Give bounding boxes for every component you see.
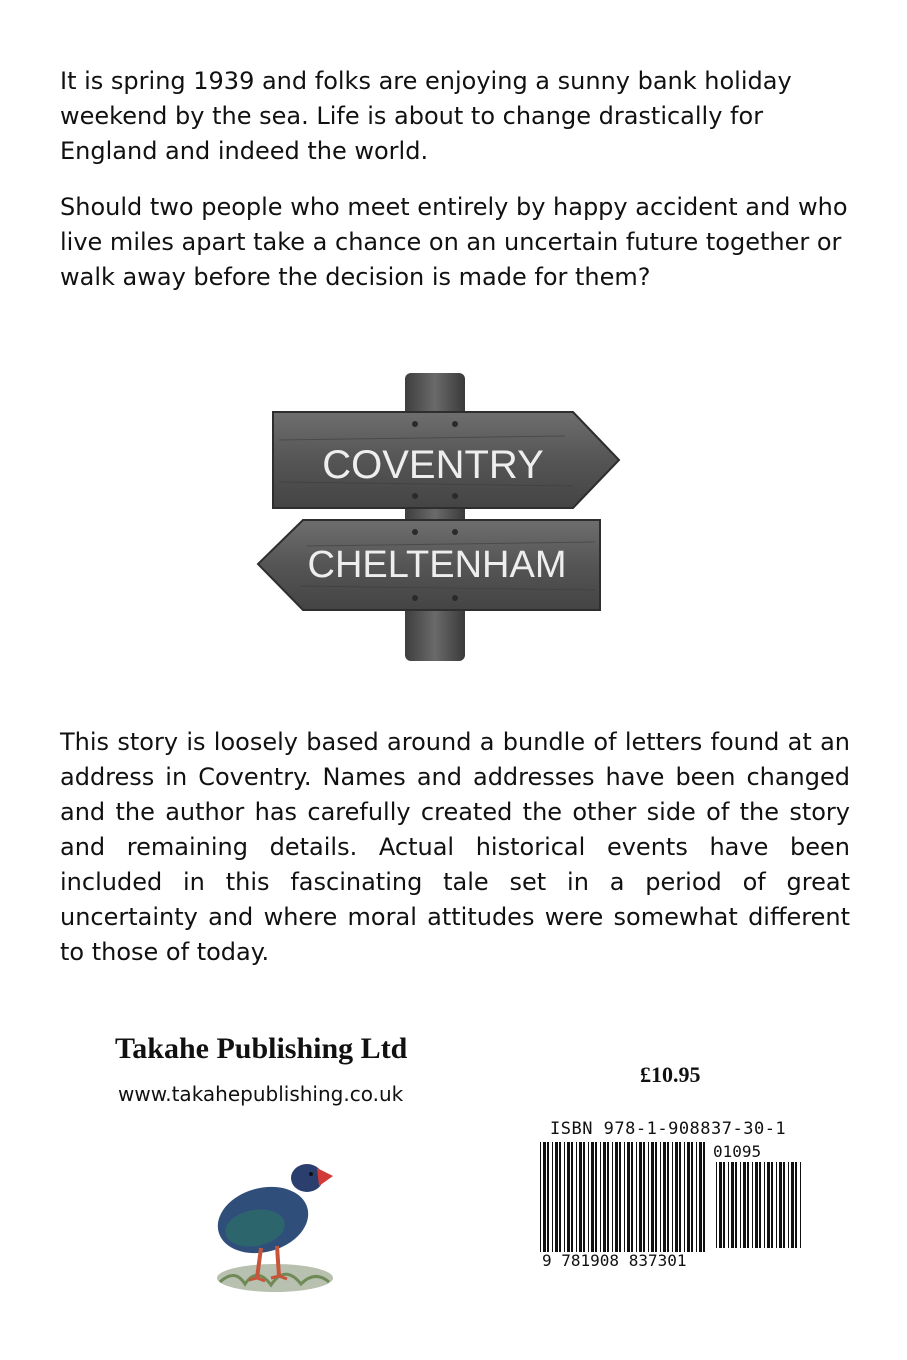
- barcode-bar: [660, 1142, 661, 1252]
- barcode-bar: [783, 1162, 785, 1248]
- barcode-bar: [699, 1142, 702, 1252]
- cheltenham-sign-label: CHELTENHAM: [307, 544, 567, 586]
- barcode-bar: [576, 1142, 577, 1252]
- barcode-bar: [795, 1162, 797, 1248]
- barcode-bar: [595, 1142, 597, 1252]
- barcode-bar: [675, 1142, 678, 1252]
- barcode-bar: [655, 1142, 657, 1252]
- barcode-bar: [600, 1142, 601, 1252]
- barcode-bar: [571, 1142, 573, 1252]
- barcode-addon-bars: [716, 1162, 801, 1248]
- coventry-sign-label: COVENTRY: [322, 443, 544, 487]
- barcode-bar: [543, 1142, 546, 1252]
- barcode-bar: [672, 1142, 673, 1252]
- barcode-bar: [719, 1162, 722, 1248]
- barcode-bar: [703, 1142, 705, 1252]
- barcode-bar: [696, 1142, 697, 1252]
- barcode-bar: [771, 1162, 773, 1248]
- barcode-bar: [684, 1142, 685, 1252]
- barcode-bar: [791, 1162, 794, 1248]
- barcode-bar: [607, 1142, 609, 1252]
- price-label: £10.95: [640, 1062, 701, 1087]
- barcode-bar: [716, 1162, 717, 1248]
- barcode-bar: [651, 1142, 654, 1252]
- barcode-bar: [759, 1162, 761, 1248]
- barcode-bar: [752, 1162, 753, 1248]
- barcode-addon-number: 01095: [713, 1142, 762, 1161]
- barcode-bar: [615, 1142, 618, 1252]
- barcode-bar: [663, 1142, 666, 1252]
- barcode-bar: [691, 1142, 693, 1252]
- barcode-bar: [583, 1142, 585, 1252]
- barcode-bar: [743, 1162, 746, 1248]
- barcode-bar: [648, 1142, 649, 1252]
- blurb-paragraph-1: It is spring 1939 and folks are enjoying a sunny bank holiday weekend by the sea. Life is about to change drastically for England and indeed the world.: [60, 67, 792, 165]
- publisher-name: Takahe Publishing Ltd: [115, 1032, 408, 1065]
- barcode-bar: [603, 1142, 606, 1252]
- barcode-bar: [552, 1142, 553, 1252]
- barcode-bar: [800, 1162, 801, 1248]
- barcode-bar: [555, 1142, 558, 1252]
- barcode-bar: [728, 1162, 729, 1248]
- barcode-bar: [755, 1162, 758, 1248]
- isbn-label: ISBN 978-1-908837-30-1: [550, 1119, 787, 1139]
- barcode-bar: [540, 1142, 541, 1252]
- barcode-bar: [643, 1142, 645, 1252]
- barcode-main-bars: [540, 1142, 705, 1252]
- barcode-bar: [731, 1162, 734, 1248]
- barcode-bar: [579, 1142, 582, 1252]
- barcode-bar: [723, 1162, 725, 1248]
- barcode-bar: [612, 1142, 613, 1252]
- barcode-bar: [591, 1142, 594, 1252]
- blurb-paragraph-2: Should two people who meet entirely by happy accident and who live miles apart take a chance on an uncertain future together or walk away before the decision is made for them?: [60, 193, 848, 291]
- barcode-bar: [687, 1142, 690, 1252]
- barcode-bar: [619, 1142, 621, 1252]
- takahe-bird-icon: [205, 1150, 335, 1300]
- barcode-number: 9 781908 837301: [542, 1251, 687, 1270]
- barcode-bar: [779, 1162, 782, 1248]
- barcode-bar: [547, 1142, 549, 1252]
- blurb-paragraph-3: This story is loosely based around a bundle of letters found at an address in Coventry. Names and addresses have been changed and the author has carefully created the other side of the story and remaining details. Actual historical events have been included in this fascinating tale set in a period of great uncertainty and where moral attitudes were somewhat different to those of today.: [60, 728, 850, 966]
- barcode-bar: [767, 1162, 770, 1248]
- barcode-bar: [588, 1142, 589, 1252]
- barcode-bar: [627, 1142, 630, 1252]
- barcode-bar: [735, 1162, 737, 1248]
- barcode-bar: [764, 1162, 765, 1248]
- barcode-bar: [747, 1162, 749, 1248]
- signpost-illustration: [255, 370, 625, 665]
- barcode-bar: [564, 1142, 565, 1252]
- barcode-bar: [740, 1162, 741, 1248]
- isbn-barcode: [540, 1140, 810, 1270]
- barcode-bar: [679, 1142, 681, 1252]
- barcode-bar: [624, 1142, 625, 1252]
- barcode-bar: [631, 1142, 633, 1252]
- barcode-bar: [776, 1162, 777, 1248]
- barcode-bar: [788, 1162, 789, 1248]
- barcode-bar: [667, 1142, 669, 1252]
- barcode-bar: [639, 1142, 642, 1252]
- barcode-bar: [559, 1142, 561, 1252]
- barcode-bar: [636, 1142, 637, 1252]
- barcode-bar: [567, 1142, 570, 1252]
- publisher-website: www.takahepublishing.co.uk: [118, 1082, 404, 1106]
